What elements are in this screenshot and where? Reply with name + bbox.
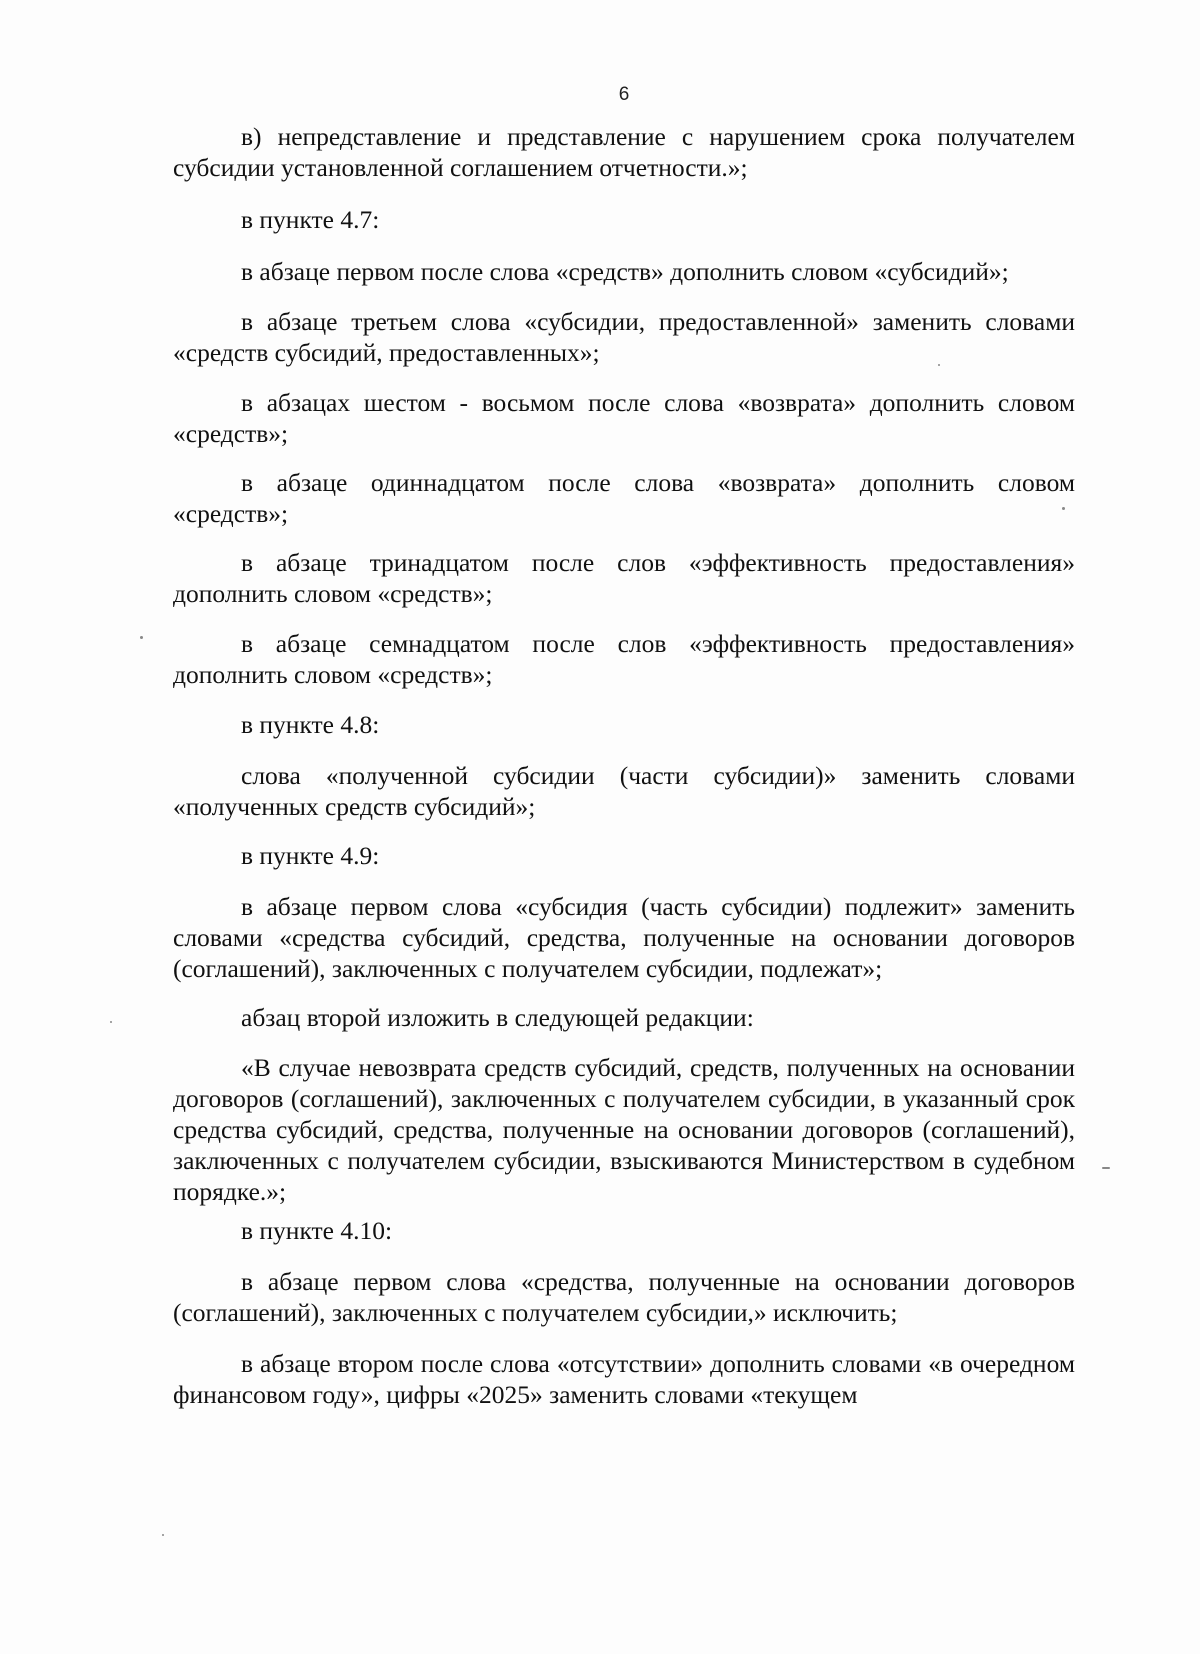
page-number: 6	[618, 84, 630, 105]
paragraph-2: в пункте 4.7:	[241, 205, 380, 234]
scan-speck	[110, 1021, 112, 1023]
scan-speck	[140, 636, 143, 639]
paragraph-14: «В случае невозврата средств субсидий, средств, полученных на основании договоров (соглашений), заключенных с получателем субсидии, в указанный срок средства субсидий, средства, полученные на основании договоров (соглашений), заключенных с получателем субсидии, взыскиваются Министерством в судебном порядке.»;	[173, 1053, 1075, 1206]
paragraph-6: в абзаце одиннадцатом после слова «возврата» дополнить словом «средств»;	[173, 468, 1075, 528]
paragraph-15: в пункте 4.10:	[241, 1216, 393, 1245]
paragraph-5: в абзацах шестом - восьмом после слова «возврата» дополнить словом «средств»;	[173, 388, 1075, 448]
paragraph-11: в пункте 4.9:	[241, 841, 380, 870]
paragraph-4: в абзаце третьем слова «субсидии, предоставленной» заменить словами «средств субсидий, предоставленных»;	[173, 307, 1075, 367]
paragraph-17: в абзаце втором после слова «отсутствии» дополнить словами «в очередном финансовом году», цифры «2025» заменить словами «текущем	[173, 1349, 1075, 1409]
paragraph-9: в пункте 4.8:	[241, 710, 380, 739]
paragraph-16: в абзаце первом слова «средства, полученные на основании договоров (соглашений), заключенных с получателем субсидии,» исключить;	[173, 1267, 1075, 1327]
paragraph-10: слова «полученной субсидии (части субсидии)» заменить словами «полученных средств субсидий»;	[173, 761, 1075, 821]
scan-speck	[1062, 507, 1065, 510]
scan-speck	[938, 364, 940, 366]
scan-speck	[162, 1534, 164, 1536]
paragraph-7: в абзаце тринадцатом после слов «эффективность предоставления» дополнить словом «средств»;	[173, 548, 1075, 608]
scan-speck	[1102, 1167, 1110, 1169]
paragraph-12: в абзаце первом слова «субсидия (часть субсидии) подлежит» заменить словами «средства субсидий, средства, полученные на основании договоров (соглашений), заключенных с получателем субсидии, подлежат»;	[173, 892, 1075, 983]
paragraph-13: абзац второй изложить в следующей редакции:	[241, 1003, 754, 1032]
paragraph-1: в) непредставление и представление с нарушением срока получателем субсидии установленной соглашением отчетности.»;	[173, 122, 1075, 182]
paragraph-3: в абзаце первом после слова «средств» дополнить словом «субсидий»;	[241, 257, 1009, 286]
paragraph-8: в абзаце семнадцатом после слов «эффективность предоставления» дополнить словом «средств»;	[173, 629, 1075, 689]
